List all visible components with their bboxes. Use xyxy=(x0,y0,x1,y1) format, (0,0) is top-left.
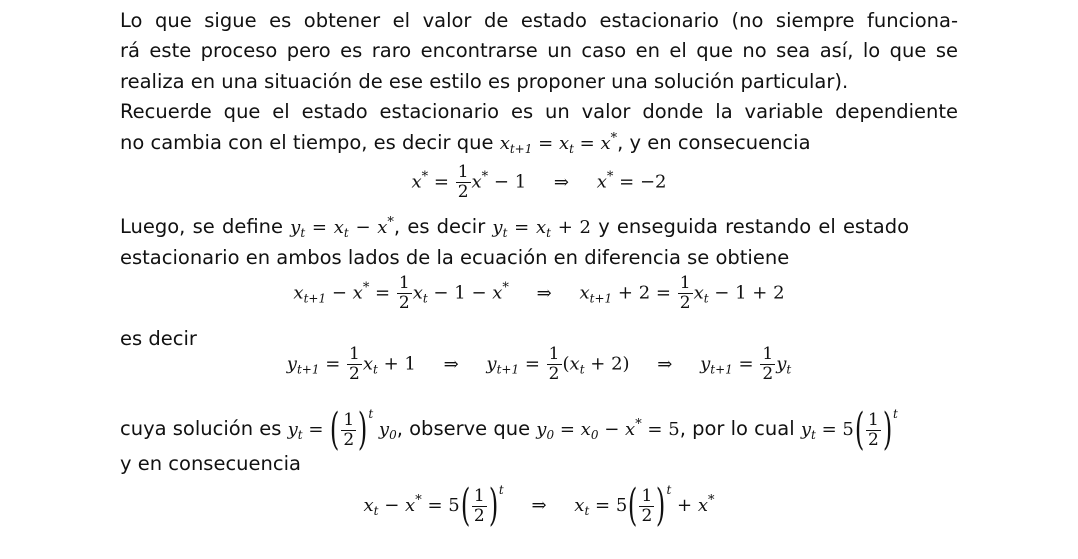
fraction-one-half: $\frac{1}{2}$ xyxy=(679,273,691,313)
text-es-decir: es decir xyxy=(120,327,197,350)
equation-subtract-steady-state: $x_{t+1} - x^*$ = $\frac{1}{2}$ $x_t - 1 - x^*$ ⇒ $x_{t+1} + 2$ = $\frac{1}{2}$ $x_t - 1 + 2$ xyxy=(293,273,785,313)
implies-arrow: ⇒ xyxy=(553,171,570,193)
equation-steady-state: x* = $\frac{1}{2}$ x* − 1 ⇒ x* = −2 xyxy=(411,162,667,202)
fraction-one-half: $\frac{1}{2}$ xyxy=(398,273,410,313)
equation-final-solution: $x_t - x^* = 5$( $\frac{1}{2}$ )$^t$ ⇒ $x_t = 5$( $\frac{1}{2}$ )$^t$ + x* xyxy=(363,480,715,531)
fraction-one-half: $\frac{1}{2}$ xyxy=(473,485,485,526)
text-segment: , y en consecuencia xyxy=(617,131,811,154)
fraction-one-half: $\frac{1}{2}$ xyxy=(762,344,774,384)
text-y-en-consecuencia: y en consecuencia xyxy=(120,452,301,475)
inline-math-steady-state: $x_{t+1} = x_t = x^*$ xyxy=(499,131,618,156)
equation-y-recursion: $y_{t+1}$ = $\frac{1}{2}$ $x_t + 1$ ⇒ $y_{t+1}$ = $\frac{1}{2}$ $(x_t + 2)$ ⇒ $y_{t+1}$ = $\frac{1}{2}$ $y_t$ xyxy=(286,344,792,384)
fraction-one-half: $\frac{1}{2}$ xyxy=(349,344,360,384)
text-segment: no cambia con el tiempo, es decir que xyxy=(120,131,494,154)
fraction-one-half: $\frac{1}{2}$ xyxy=(868,409,879,450)
paragraph-4-line-1: cuya solución es $y_t$ = ( $\frac{1}{2}$ )$^t$ $y_0$, observe que $y_0 = x_0 - x^* = 5$, por lo cual $y_t = 5$( $\frac{1}{2}$ )$^t$ xyxy=(120,404,898,455)
paragraph-1-line-3: realiza en una situación de ese estilo es proponer una solución particular). xyxy=(120,70,849,93)
inline-math-initial: $y_0 = x_0 - x^* = 5$ xyxy=(536,417,680,442)
paragraph-2-line-1: Recuerde que el estado estacionario es un valor donde la variable dependiente xyxy=(120,100,958,123)
inline-math-definition: $y_t = x_t - x^*$ xyxy=(290,215,394,240)
paragraph-2-line-2 xyxy=(120,130,811,157)
paragraph-1-line-2: rá este proceso pero es raro encontrarse un caso en el que no sea así, lo que se xyxy=(120,39,958,62)
inline-math-y-solution: $y_t = 5$( $\frac{1}{2}$ )$^t$ xyxy=(800,404,898,455)
inline-math-y-shift: $y_t = x_t + 2$ xyxy=(492,217,591,240)
fraction-one-half: $\frac{1}{2}$ xyxy=(457,162,469,202)
inline-math-solution: $y_t$ = ( $\frac{1}{2}$ )$^t$ $y_0$ xyxy=(287,404,397,455)
fraction-one-half: $\frac{1}{2}$ xyxy=(343,409,355,450)
fraction-one-half: $\frac{1}{2}$ xyxy=(548,344,560,384)
implies-arrow: ⇒ xyxy=(531,495,547,516)
implies-arrow: ⇒ xyxy=(443,353,459,375)
paragraph-1-line-1: Lo que sigue es obtener el valor de estado estacionario (no siempre funciona- xyxy=(120,9,958,32)
implies-arrow: ⇒ xyxy=(536,282,552,304)
implies-arrow: ⇒ xyxy=(657,353,673,375)
paragraph-3-line-2: estacionario en ambos lados de la ecuación en diferencia se obtiene xyxy=(120,246,790,269)
paragraph-3-line-1: Luego, se define $y_t = x_t - x^*$, es decir $y_t = x_t + 2$ y enseguida restando el estado xyxy=(120,215,909,240)
fraction-one-half: $\frac{1}{2}$ xyxy=(641,485,653,526)
